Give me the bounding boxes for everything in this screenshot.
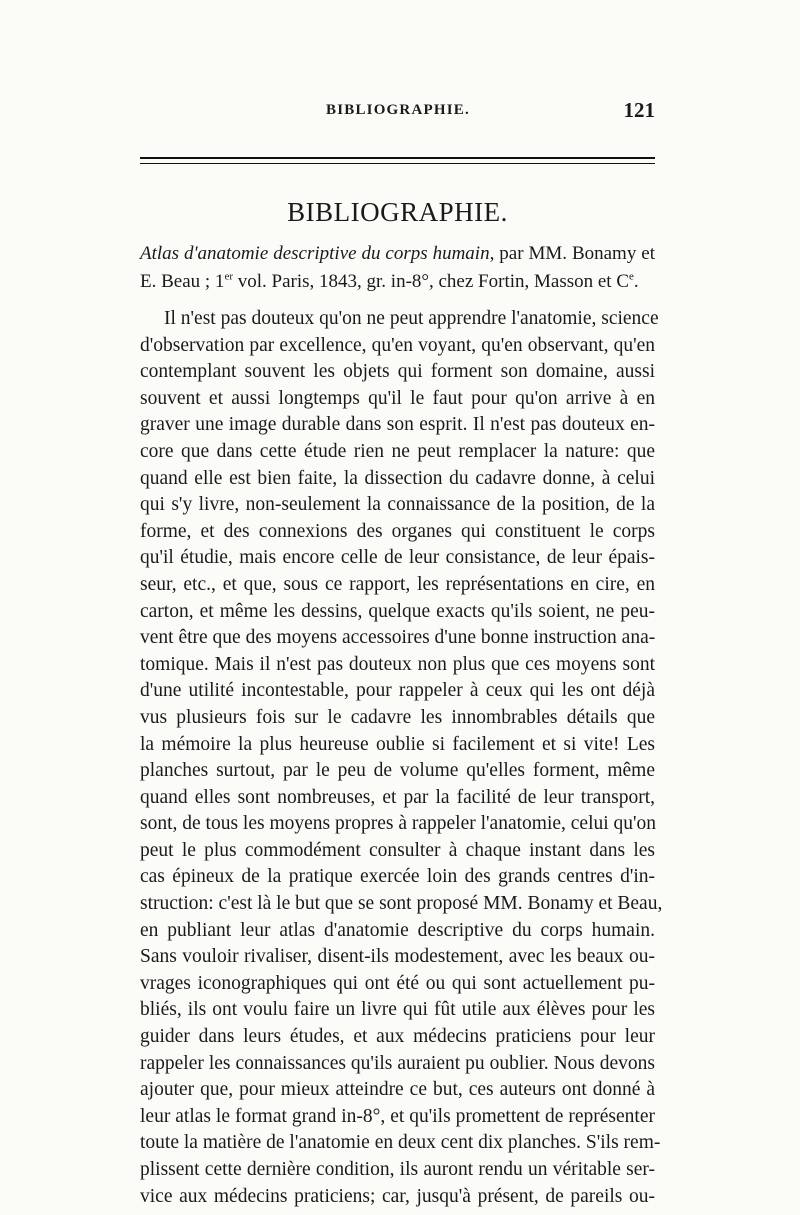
body-line: sont, de tous les moyens propres à rappeler l'anatomie, celui qu'on: [140, 813, 657, 835]
body-line: peut le plus commodément consulter à chaque instant dans les: [140, 839, 655, 861]
body-line: planches surtout, par le peu de volume qu'elles forment, même: [140, 760, 655, 782]
body-line: Sans vouloir rivaliser, disent-ils modestement, avec les beaux ou-: [140, 946, 655, 968]
body-line: guider dans leurs études, et aux médecins praticiens pour leur: [140, 1026, 655, 1048]
body-line: qu'il étudie, mais encore celle de leur consistance, de leur épais-: [140, 547, 655, 569]
header-rule-thin: [140, 163, 655, 164]
body-line: rappeler les connaissances qu'ils auraient pu oublier. Nous devons: [140, 1052, 655, 1074]
body-line: en publiant leur atlas d'anatomie descriptive du corps humain.: [140, 919, 655, 941]
running-head: [140, 98, 655, 128]
body-line: contemplant souvent les objets qui forment son domaine, aussi: [140, 361, 655, 383]
citation-details: vol. Paris, 1843, gr. in-8°, chez Fortin, Masson et C: [232, 271, 629, 292]
section-heading: BIBLIOGRAPHIE.: [287, 197, 508, 227]
body-line: souvent et aussi longtemps qu'il le faut pour qu'on arrive à en: [140, 387, 655, 409]
body-line: cas épineux de la pratique exercée loin des grands centres d'in-: [140, 866, 655, 888]
body-line: tomique. Mais il n'est pas douteux non plus que ces moyens sont: [140, 653, 655, 675]
body-line: plissent cette dernière condition, ils auront rendu un véritable ser-: [140, 1159, 655, 1180]
body-line: vus plusieurs fois sur le cadavre les innombrables détails que: [140, 706, 655, 728]
citation-authors: par MM. Bonamy et E. Beau ; 1: [140, 243, 655, 292]
body-line: leur atlas le format grand in-8°, et qu'ils promettent de représenter: [140, 1105, 655, 1127]
body-line: vent être que des moyens accessoires d'une bonne instruction ana-: [140, 627, 656, 649]
body-line: toute la matière de l'anatomie en deux cent dix planches. S'ils rem-: [140, 1132, 661, 1154]
body-line: d'observation par excellence, qu'en voyant, qu'en observant, qu'en: [140, 334, 655, 356]
body-line: carton, et même les dessins, quelque exacts qu'ils soient, ne peu-: [140, 600, 655, 622]
volume-superscript: er: [224, 270, 233, 283]
body-line: bliés, ils ont voulu faire un livre qui fût utile aux élèves pour les: [140, 999, 655, 1021]
running-title: BIBLIOGRAPHIE.: [326, 102, 470, 118]
body-line: quand elle est bien faite, la dissection du cadavre donne, à celui: [140, 467, 655, 489]
page-number: 121: [623, 98, 655, 122]
body-line: Il n'est pas douteux qu'on ne peut apprendre l'anatomie, science: [164, 308, 659, 329]
citation-end: .: [633, 271, 639, 292]
header-rule-thick: [140, 157, 655, 159]
body-line: forme, et des connexions des organes qui constituent le corps: [140, 520, 655, 542]
body-line: core que dans cette étude rien ne peut remplacer la nature: que: [140, 440, 655, 462]
body-line: graver une image durable dans son esprit. Il n'est pas douteux en-: [140, 414, 655, 436]
book-citation: [140, 240, 655, 296]
body-line: d'une utilité incontestable, pour rappeler à ceux qui les ont déjà: [140, 680, 655, 702]
body-line: qui s'y livre, non-seulement la connaissance de la position, de la: [140, 494, 655, 516]
company-superscript: e: [629, 270, 634, 283]
body-line: la mémoire la plus heureuse oublie si facilement et si vite! Les: [140, 733, 655, 755]
body-line: seur, etc., et que, sous ce rapport, les représentations en cire, en: [140, 573, 655, 595]
book-title: Atlas d'anatomie descriptive du corps humain,: [140, 243, 495, 264]
body-line: struction: c'est là le but que se sont proposé MM. Bonamy et Beau,: [140, 893, 663, 915]
body-line: ajouter que, pour mieux atteindre ce but, ces auteurs ont donné à: [140, 1079, 655, 1101]
review-body: [140, 306, 663, 1210]
body-line: quand elles sont nombreuses, et par la facilité de leur transport,: [140, 786, 655, 808]
body-line: vice aux médecins praticiens; car, jusqu'à présent, de pareils ou-: [140, 1185, 655, 1207]
body-line: vrages iconographiques qui ont été ou qui sont actuellement pu-: [140, 972, 655, 994]
